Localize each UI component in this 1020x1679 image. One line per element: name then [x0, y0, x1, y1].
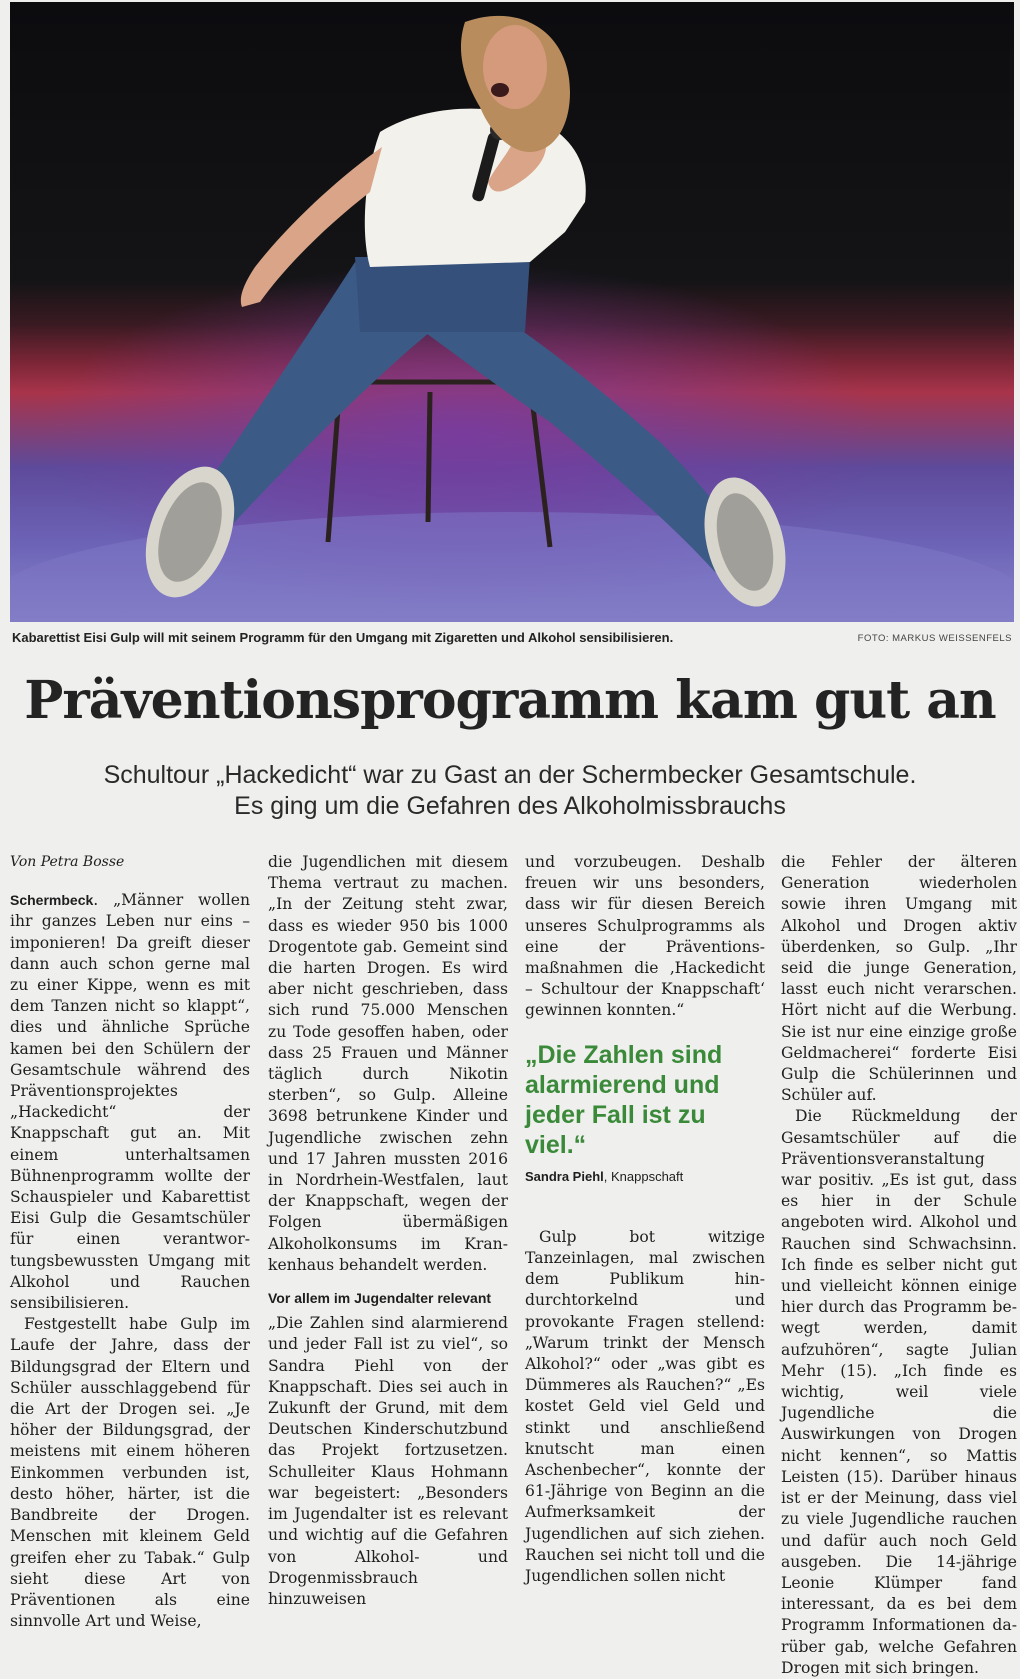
byline: Von Petra Bosse — [10, 854, 125, 870]
article-column-4 — [781, 852, 1017, 1679]
paragraph: Die Rückmeldung der Gesamtschüler auf die Präventionsveranstaltung war positiv. „Es ist gut, dass es hier in der Schule angeboten wird. Alkohol und Rauchen sind Schwachsinn. Ich finde es selber nicht gut und vielleicht können einige hier durch das Programm bewegt werden, damit aufzuhören“, sagte Julian Mehr (15). „Ich finde es wichtig, weil viele Jugendliche die Auswirkungen von Drogen nicht kennen“, so Mattis Leisten (15). Darüber hinaus ist er der Meinung, dass viel zu viele Jugendliche rauchen und dafür auch noch Geld ausgeben. Die 14-jährige Leonie Klümper fand interessant, da es bei dem Programm Informationen darüber gab, welche Gefahren Drogen mit sich bringen. — [781, 1107, 1017, 1677]
paragraph: die Fehler der älteren Generation wiederholen sowie ihren Umgang mit Alkohol und Drogen aktiv überdenken, so Gulp. „Ihr seid die junge Generation, lasst euch nicht verarschen. Hört nicht auf die Werbung. Sie ist nur eine einzige große Geldmacherei“ forderte Eisi Gulp die Schülerinnen und Schüler auf. — [781, 853, 1017, 1105]
article-column-2 — [268, 852, 508, 1610]
paragraph: die Jugendlichen mit diesem Thema vertraut zu machen. „In der Zeitung steht zwar, dass es wieder 950 bis 1000 Drogentote gab. Gemeint sind die harten Drogen. Es wird aber nicht geschrieben, dass sich rund 75.000 Menschen zu Tode gesoffen haben, oder dass 25 Frauen und Männer täglich durch Nikotin sterben“, so Gulp. Alleine 3698 betrunkene Kinder und Jugendliche zwischen zehn und 17 Jahren mussten 2016 in Nordrhein-Westfalen, laut der Knappschaft, wegen der Folgen übermäßigen Alkoholkonsums im Krankenhaus behandelt werden. — [268, 853, 508, 1274]
paragraph: Gulp bot witzige Tanzeinlagen, mal zwischen dem Publikum hindurchtorkelnd und provokante Fragen stellend: „Warum trinkt der Mensch Alkohol?“ oder „was gibt es Dümmeres als Rauchen?“ „Es kostet Geld viel Geld und stinkt und anschließend knutscht man einen Aschenbecher“, konnte der 61-Jährige von Beginn an die Aufmerksamkeit der Jugendlichen auf sich ziehen. Rauchen sei nicht toll und die Jugendlichen sollen nicht — [525, 1227, 765, 1586]
dateline: Schermbeck — [10, 892, 94, 909]
article-column-3 — [525, 852, 765, 1587]
pull-quote-source — [525, 1166, 765, 1187]
performer-illustration — [10, 2, 1014, 622]
paragraph: Festgestellt habe Gulp im Laufe der Jahre, dass der Bildungsgrad der Eltern und Schüler ausschlaggebend für die Art der Drogen sei. „Je höher der Bildungsgrad, der meistens mit einem höheren Einkommen verbunden ist, desto höher, härter, ist die Bandbreite der Drogen. Menschen mit kleinem Geld greifen eher zu Tabak.“ Gulp sieht diese Art von Präventionen als eine sinnvolle Art und Weise, — [10, 1315, 250, 1631]
subheadline — [0, 760, 1020, 822]
section-subheading: Vor allem im Jugendalter relevant — [268, 1290, 492, 1307]
subheadline-line-2: Es ging um die Gefahren des Alkoholmissbrauchs — [234, 792, 786, 820]
photo-caption-bar — [12, 630, 1012, 650]
spacer — [525, 1187, 765, 1227]
paragraph — [10, 890, 250, 1314]
headline: Präventionsprogramm kam gut an — [24, 670, 996, 731]
paragraph: und vorzubeugen. Deshalb freuen wir uns besonders, dass wir für diesen Bereich unseres Schulprogramms als eine der Präventionsmaßnahmen die ‚Hackedicht – Schultour der Knappschaft‘ gewinnen konnten.“ — [525, 853, 765, 1020]
photo-credit: FOTO: MARKUS WEISSENFELS — [857, 633, 1012, 644]
subheadline-line-1: Schultour „Hackedicht“ war zu Gast an der Schermbecker Gesamtschule. — [103, 761, 917, 789]
article-photo — [10, 2, 1014, 622]
article-column-1 — [10, 852, 250, 1632]
pull-quote-name: Sandra Piehl — [525, 1168, 604, 1184]
paragraph-text: . „Männer wollen ihr ganzes Leben nur eins – imponieren! Da greift dieser dann auch schon gerne mal zu einer Kippe, wenn es mit dem Tanzen nicht so klappt“, dies und ähnliche Sprüche kamen bei den Schülern der Gesamtschule während des Präventionsprojektes „Hackedicht“ der Knappschaft gut an. Mit einem unterhaltsamen Bühnenprogramm wollte der Schauspieler und Kabarettist Eisi Gulp die Gesamtschüler für einen verantwortungsbewussten Umgang mit Alkohol und Rauchen sensibilisieren. — [10, 891, 250, 1313]
photo-caption: Kabarettist Eisi Gulp will mit seinem Programm für den Umgang mit Zigaretten und Alkohol sensibilisieren. — [12, 630, 674, 645]
pull-quote: „Die Zahlen sind alarmierend und jeder Fall ist zu viel.“ — [525, 1040, 723, 1159]
pull-quote-org: , Knappschaft — [603, 1168, 684, 1184]
paragraph: „Die Zahlen sind alarmierend und jeder Fall ist zu viel“, so Sandra Piehl von der Knappschaft. Dies sei auch in Zukunft der Grund, mit dem Deutschen Kinderschutzbund das Projekt fortzusetzen. Schulleiter Klaus Hohmann war begeistert: „Besonders im Jugendalter ist es relevant und wichtig auf die Gefahren von Alkohol- und Drogenmissbrauch hinzuweisen — [268, 1314, 508, 1608]
